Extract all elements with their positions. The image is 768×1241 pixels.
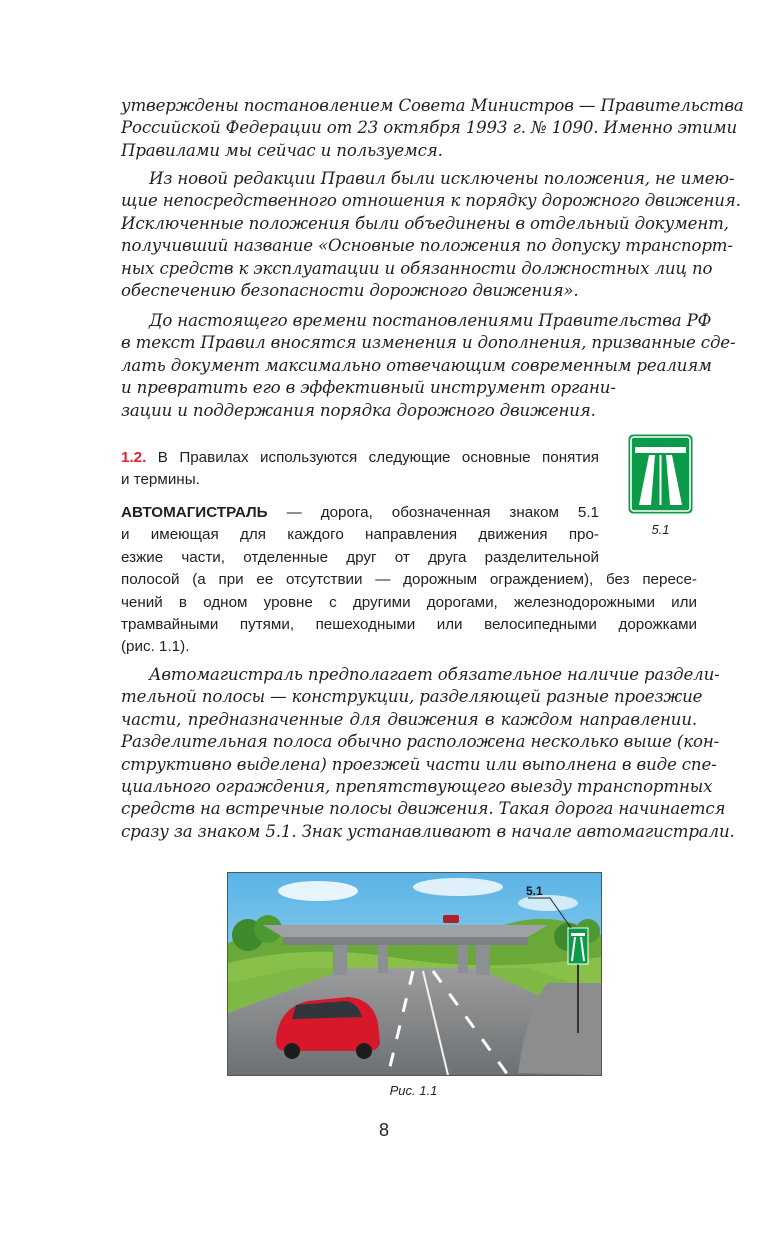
text-line: циального ограждения, препятствующего выезду транспортных xyxy=(121,777,713,797)
term: АВТОМАГИСТРАЛЬ xyxy=(121,504,268,521)
section-number: 1.2. xyxy=(121,449,147,466)
text-line: Исключенные положения были объединены в отдельный документ, xyxy=(121,213,729,233)
text-line: езжие части, отделенные друг от друга разделительной xyxy=(121,548,599,566)
text-line xyxy=(121,502,599,524)
text-line: Правилами мы сейчас и пользуемся. xyxy=(121,140,443,160)
paragraph-excluded-provisions xyxy=(121,168,741,302)
text-line: структивно выделена) проезжей части или выполнена в виде спе- xyxy=(121,754,717,774)
text-line xyxy=(121,447,599,469)
text-line: чений в одном уровне с другими дорогами, железнодорожными или xyxy=(121,593,697,611)
definition-motorway xyxy=(121,502,697,659)
text-line: Разделительная полоса обычно расположена несколько выше (кон- xyxy=(121,732,720,752)
text-line: и превратить его в эффективный инструмент органи- xyxy=(121,378,616,398)
text-span: — дорога, обозначенная знаком 5.1 xyxy=(267,504,599,521)
text-line: средств на встречные полосы движения. Такая дорога начинается xyxy=(121,799,726,819)
text-line: Российской Федерации от 23 октября 1993 г. № 1090. Именно этими xyxy=(121,118,738,138)
text-line: получивший название «Основные положения по допуску транспорт- xyxy=(121,236,733,256)
figure-caption: Рис. 1.1 xyxy=(389,1083,438,1098)
text-line: щие непосредственного отношения к порядку дорожного движения. xyxy=(121,191,741,211)
text-line: утверждены постановлением Совета Министров — Правительства xyxy=(121,96,744,115)
motorway-sign-icon xyxy=(627,433,694,515)
text-line: сразу за знаком 5.1. Знак устанавливают в начале автомагистрали. xyxy=(121,821,735,841)
text-line: части, предназначенные для движения в каждом направлении. xyxy=(121,709,697,729)
text-line: трамвайными путями, пешеходными или велосипедными дорожками xyxy=(121,616,697,634)
text-span: В Правилах используются следующие основные понятия xyxy=(146,449,599,466)
text-line: и термины. xyxy=(121,471,200,489)
text-line: обеспечению безопасности дорожного движения». xyxy=(121,281,579,301)
text-line: Автомагистраль предполагает обязательное наличие раздели- xyxy=(149,665,720,684)
text-line: До настоящего времени постановлениями Правительства РФ xyxy=(149,311,712,330)
sign-caption: 5.1 xyxy=(651,522,670,537)
paragraph-amendments xyxy=(121,310,736,422)
text-line: лать документ максимально отвечающим современным реалиям xyxy=(121,355,712,375)
text-line: зации и поддержания порядка дорожного движения. xyxy=(121,400,596,420)
text-line: и имеющая для каждого направления движения про- xyxy=(121,526,599,544)
text-line: полосой (а при ее отсутствии — дорожным ограждением), без пересе- xyxy=(121,571,697,589)
paragraph-continuation xyxy=(121,95,744,162)
text-line: в текст Правил вносятся изменения и дополнения, призванные сде- xyxy=(121,333,736,353)
figure-sign-label: 5.1 xyxy=(526,884,543,898)
text-line: тельной полосы — конструкции, разделяющей разные проезжие xyxy=(121,687,703,707)
text-line: ных средств к эксплуатации и обязанности должностных лиц по xyxy=(121,258,713,278)
figure-motorway-illustration xyxy=(227,872,602,1076)
page-number: 8 xyxy=(378,1120,389,1140)
paragraph-1-2 xyxy=(121,447,599,492)
paragraph-dividing-strip xyxy=(121,664,735,843)
text-line: (рис. 1.1). xyxy=(121,638,190,656)
text-line: Из новой редакции Правил были исключены положения, не имею- xyxy=(149,169,735,188)
